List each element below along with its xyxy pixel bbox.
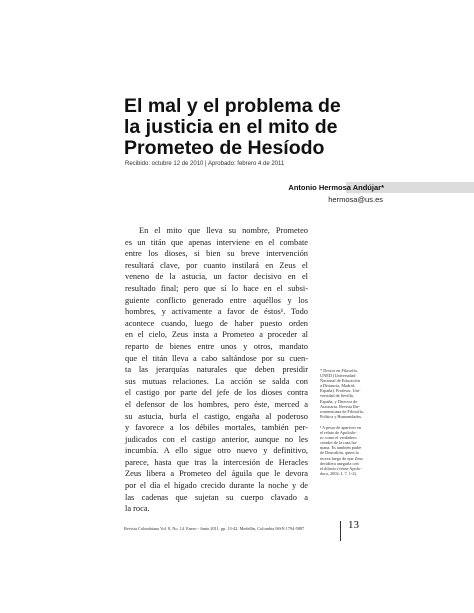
body-line: la roca. (125, 504, 150, 514)
body-line: Zeus libera a Prometeo del águila que le devora (125, 469, 308, 479)
note-line: Política y Humanidades. (320, 413, 363, 419)
body-line: resultado final; pero que sí lo hace en el subsi- (125, 283, 308, 293)
note-line: mana. Es también padre (320, 445, 362, 451)
journal-citation: Revista Colombiana Vol. 8, No. 14. Enero - Junio 2011. pp. 13-42. Medellín, Colombia ISSN 1794-5887 (124, 526, 305, 531)
body-line: sus mutuas relaciones. La acción se salda con (125, 376, 308, 386)
submission-dates: Recibido: octubre 12 de 2010 | Aprobado: febrero 4 de 2011 (125, 161, 285, 167)
note-line: ¹ A pesar de aparecer en (320, 424, 362, 430)
footnote-1 (320, 425, 394, 476)
body-line: su astucia, burla el castigo, engaña al poderoso (125, 411, 308, 421)
title-line-1: El mal y el problema de (124, 95, 341, 117)
note-line: Nacional de Educación (320, 378, 360, 384)
body-line: el castigo por parte del jefe de los dioses contra (125, 388, 308, 398)
note-line: España, y Director de (320, 398, 358, 404)
body-line: por el día el hígado crecido durante la noche y de (125, 481, 308, 491)
body-line: incumbía. A ello sigue otro nuevo y definitivo, (125, 446, 308, 456)
body-paragraph (125, 225, 308, 515)
body-line: judicados con el castigo anterior, aunque no les (125, 434, 308, 444)
note-line: de Deucalión, quien la (320, 450, 359, 456)
body-line: las cadenas que sujetan su cuerpo clavado a (125, 492, 308, 502)
body-line: parece, hasta que tras la intercesión de Heracles (125, 457, 308, 467)
note-line: roamericana de Filosofía, (320, 408, 364, 414)
body-line: reparto de bienes entre unos y otros, mandato (125, 341, 308, 351)
body-line: en el cielo, Zeus insta a Prometeo a proceder al (125, 330, 308, 340)
note-line: decidiera anegarla con (320, 460, 359, 466)
article-title (124, 96, 444, 159)
body-line: ta las jerarquías naturales que deben presidir (125, 365, 308, 375)
note-line: a Distancia, Madrid, (320, 383, 356, 389)
body-line: veneno de la astucia, un factor decisivo en el (125, 272, 308, 282)
author-note (320, 368, 394, 419)
note-line: doro, 2002: I, 7, 1-2). (320, 470, 357, 476)
note-line: Araucaria. Revista Ibe- (320, 403, 360, 409)
note-line: el diluvio (véase Apolo- (320, 465, 362, 471)
note-line: UNED (Universidad (320, 373, 356, 379)
author-email: hermosa@us.es (328, 195, 383, 204)
note-line: recrea luego de que Zeus (320, 455, 363, 461)
body-line: acontece cuando, luego de haber puesto orden (125, 318, 308, 328)
note-line: * Doctor en Filosofía, (320, 368, 358, 373)
title-line-3: Prometeo de Hesíodo (124, 137, 325, 159)
note-line: el relato de Apolodo- (320, 430, 357, 436)
note-line: versidad de Sevilla, (320, 393, 354, 399)
note-line: creador de la raza hu- (320, 440, 358, 446)
body-line: el defensor de los hombres, pero éste, merced a (125, 399, 308, 409)
body-line: es un titán que apenas interviene en el combate (125, 237, 308, 247)
title-line-2: la justicia en el mito de (124, 116, 338, 138)
body-line: entre los dioses, si bien su breve intervención (125, 249, 308, 259)
footer-divider (340, 521, 341, 541)
note-line: España). Profesor, Uni- (320, 388, 361, 394)
margin-notes (320, 368, 394, 482)
body-line: En el mito que lleva su nombre, Prometeo (139, 226, 308, 235)
author-name: Antonio Hermosa Andújar* (288, 183, 384, 192)
body-line: resultará clave, por cuanto instilará en Zeus el (125, 260, 308, 270)
body-line: que el titán lleva a cabo saltándose por su cuen- (125, 353, 308, 363)
body-line: y favorece a los débiles mortales, también per- (125, 423, 308, 433)
page-number: 13 (348, 519, 359, 531)
body-line: hombres, y activamente a favor de éstos¹. Todo (125, 307, 308, 317)
body-line: guiente conflicto generado entre aquéllos y los (125, 295, 308, 305)
note-line: ro como el verdadero (320, 435, 357, 441)
